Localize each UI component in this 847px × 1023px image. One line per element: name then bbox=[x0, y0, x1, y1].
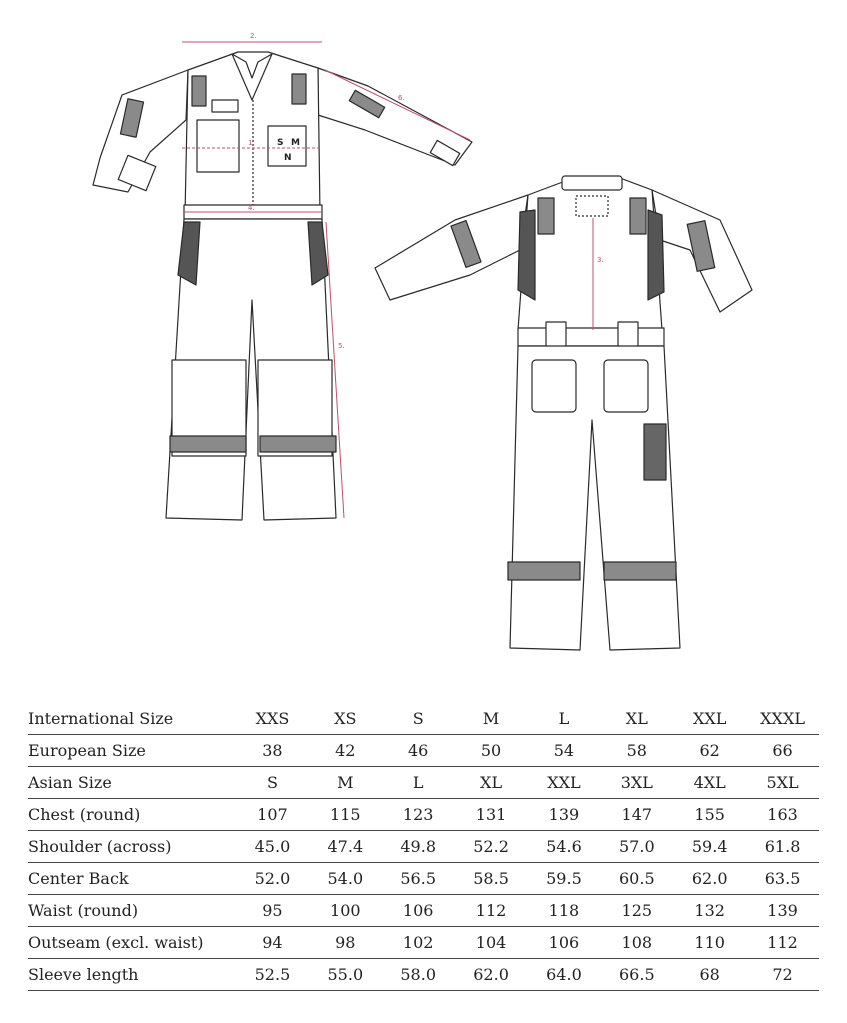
measure-marker-shoulder: 2. bbox=[250, 32, 257, 40]
size-cell: 59.5 bbox=[528, 863, 601, 895]
size-row bbox=[28, 703, 819, 735]
back-tool-pocket bbox=[644, 424, 666, 480]
front-shoulder-tape-right bbox=[292, 74, 306, 104]
size-cell: 131 bbox=[455, 799, 528, 831]
size-cell: 118 bbox=[528, 895, 601, 927]
size-cell: M bbox=[455, 703, 528, 735]
size-cell: 72 bbox=[746, 959, 819, 991]
size-cell: 139 bbox=[528, 799, 601, 831]
size-cell: 5XL bbox=[746, 767, 819, 799]
size-cell: 58.5 bbox=[455, 863, 528, 895]
size-cell: 94 bbox=[236, 927, 309, 959]
size-cell: 45.0 bbox=[236, 831, 309, 863]
size-row-label: Asian Size bbox=[28, 767, 236, 799]
size-row-label: Shoulder (across) bbox=[28, 831, 236, 863]
size-cell: 95 bbox=[236, 895, 309, 927]
front-hip-panel-right bbox=[308, 222, 328, 285]
size-row bbox=[28, 799, 819, 831]
size-cell: 52.0 bbox=[236, 863, 309, 895]
size-cell: 58.0 bbox=[382, 959, 455, 991]
size-row bbox=[28, 831, 819, 863]
size-cell: 3XL bbox=[600, 767, 673, 799]
size-chart-body bbox=[28, 703, 819, 991]
size-cell: M bbox=[309, 767, 382, 799]
size-row-label: Chest (round) bbox=[28, 799, 236, 831]
size-cell: 104 bbox=[455, 927, 528, 959]
back-shoulder-tape-right bbox=[630, 198, 646, 234]
size-cell: XS bbox=[309, 703, 382, 735]
back-shoulder-tape-left bbox=[538, 198, 554, 234]
size-row bbox=[28, 735, 819, 767]
size-cell: 125 bbox=[600, 895, 673, 927]
size-cell: 112 bbox=[746, 927, 819, 959]
front-pen-pocket bbox=[212, 100, 238, 112]
size-row bbox=[28, 959, 819, 991]
back-pocket-right bbox=[604, 360, 648, 412]
back-collar bbox=[562, 176, 622, 190]
front-shoulder-tape-left bbox=[192, 76, 206, 106]
size-cell: L bbox=[382, 767, 455, 799]
size-cell: 54 bbox=[528, 735, 601, 767]
size-cell: 163 bbox=[746, 799, 819, 831]
size-cell: 112 bbox=[455, 895, 528, 927]
size-cell: 61.8 bbox=[746, 831, 819, 863]
back-label-box bbox=[576, 196, 608, 216]
size-row-label: Waist (round) bbox=[28, 895, 236, 927]
size-row-label: Outseam (excl. waist) bbox=[28, 927, 236, 959]
back-leg-tape-right bbox=[604, 562, 676, 580]
size-cell: 54.0 bbox=[309, 863, 382, 895]
size-cell: 46 bbox=[382, 735, 455, 767]
back-side-panel-right bbox=[648, 210, 664, 300]
size-cell: S bbox=[236, 767, 309, 799]
size-cell: XXS bbox=[236, 703, 309, 735]
size-cell: 50 bbox=[455, 735, 528, 767]
size-cell: 4XL bbox=[673, 767, 746, 799]
size-cell: 68 bbox=[673, 959, 746, 991]
measure-marker-waist: 4. bbox=[248, 204, 255, 212]
size-cell: XXL bbox=[528, 767, 601, 799]
size-cell: 108 bbox=[600, 927, 673, 959]
size-cell: 49.8 bbox=[382, 831, 455, 863]
back-left-sleeve bbox=[375, 195, 528, 300]
front-leg-tape-right bbox=[260, 436, 336, 452]
size-cell: XXXL bbox=[746, 703, 819, 735]
size-cell: 58 bbox=[600, 735, 673, 767]
size-cell: 107 bbox=[236, 799, 309, 831]
size-cell: 60.5 bbox=[600, 863, 673, 895]
size-cell: XL bbox=[455, 767, 528, 799]
size-cell: 139 bbox=[746, 895, 819, 927]
size-cell: 59.4 bbox=[673, 831, 746, 863]
size-cell: 123 bbox=[382, 799, 455, 831]
logo-letter-m: M bbox=[291, 138, 300, 148]
size-cell: 132 bbox=[673, 895, 746, 927]
size-cell: 55.0 bbox=[309, 959, 382, 991]
size-row bbox=[28, 927, 819, 959]
size-cell: XL bbox=[600, 703, 673, 735]
size-cell: 147 bbox=[600, 799, 673, 831]
measure-marker-chest: 1. bbox=[248, 139, 255, 147]
size-cell: 102 bbox=[382, 927, 455, 959]
size-cell: 110 bbox=[673, 927, 746, 959]
size-row bbox=[28, 895, 819, 927]
size-cell: 66 bbox=[746, 735, 819, 767]
size-cell: 38 bbox=[236, 735, 309, 767]
size-cell: 155 bbox=[673, 799, 746, 831]
front-chest-pocket bbox=[197, 120, 239, 172]
back-waist-band bbox=[518, 328, 664, 346]
size-cell: 98 bbox=[309, 927, 382, 959]
size-row-label: International Size bbox=[28, 703, 236, 735]
measure-marker-outseam: 5. bbox=[338, 342, 345, 350]
size-cell: 56.5 bbox=[382, 863, 455, 895]
size-cell: 54.6 bbox=[528, 831, 601, 863]
size-row bbox=[28, 863, 819, 895]
size-row-label: Center Back bbox=[28, 863, 236, 895]
back-side-panel-left bbox=[518, 210, 535, 300]
size-cell: 47.4 bbox=[309, 831, 382, 863]
logo-letter-n: N bbox=[284, 153, 292, 163]
measure-marker-center-back: 3. bbox=[597, 256, 604, 264]
size-cell: 57.0 bbox=[600, 831, 673, 863]
size-cell: 42 bbox=[309, 735, 382, 767]
size-cell: 52.5 bbox=[236, 959, 309, 991]
size-cell: 62.0 bbox=[673, 863, 746, 895]
back-pocket-left bbox=[532, 360, 576, 412]
front-leg-tape-left bbox=[170, 436, 246, 452]
size-chart-table bbox=[28, 703, 819, 991]
front-hip-panel-left bbox=[178, 222, 200, 285]
size-row-label: Sleeve length bbox=[28, 959, 236, 991]
size-cell: L bbox=[528, 703, 601, 735]
measure-marker-sleeve: 6. bbox=[398, 94, 405, 102]
size-cell: 63.5 bbox=[746, 863, 819, 895]
size-cell: 100 bbox=[309, 895, 382, 927]
size-cell: 66.5 bbox=[600, 959, 673, 991]
size-cell: 106 bbox=[528, 927, 601, 959]
size-cell: 64.0 bbox=[528, 959, 601, 991]
size-cell: S bbox=[382, 703, 455, 735]
size-cell: 52.2 bbox=[455, 831, 528, 863]
size-cell: 62.0 bbox=[455, 959, 528, 991]
size-row bbox=[28, 767, 819, 799]
back-view-coverall bbox=[375, 176, 752, 650]
size-cell: 115 bbox=[309, 799, 382, 831]
size-cell: 62 bbox=[673, 735, 746, 767]
size-cell: 106 bbox=[382, 895, 455, 927]
logo-letter-s: S bbox=[277, 138, 284, 148]
size-cell: XXL bbox=[673, 703, 746, 735]
back-leg-tape-left bbox=[508, 562, 580, 580]
size-row-label: European Size bbox=[28, 735, 236, 767]
